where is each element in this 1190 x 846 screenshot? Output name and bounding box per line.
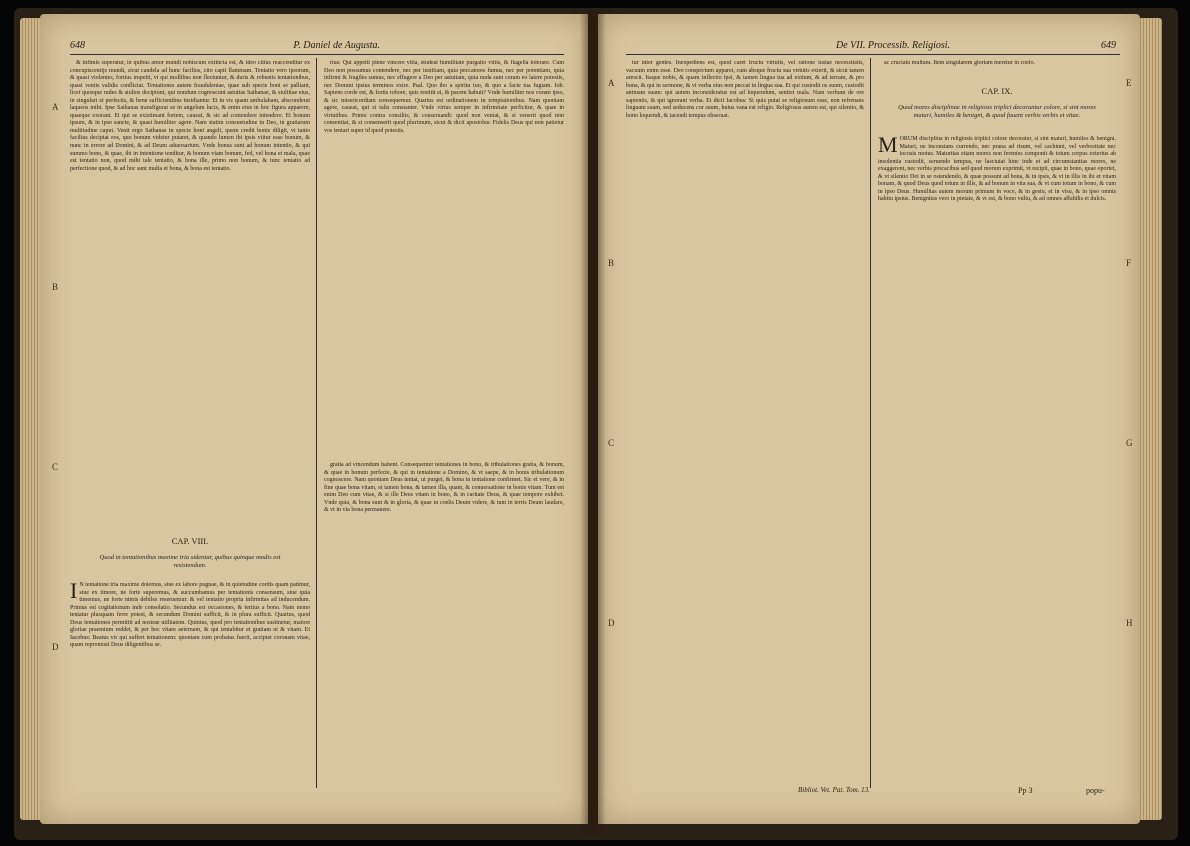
margin-letter-c-right: C bbox=[608, 438, 615, 448]
margin-letter-a-right: A bbox=[608, 78, 615, 88]
margin-letter-b: B bbox=[52, 282, 59, 292]
drop-capital-m: M bbox=[878, 136, 898, 157]
left-running-title: P. Daniel de Augusta. bbox=[293, 40, 380, 51]
margin-letter-d-right: D bbox=[608, 618, 615, 628]
margin-letter-f: F bbox=[1126, 258, 1132, 268]
footer-signature-mark: Pp 3 bbox=[1018, 786, 1033, 795]
left-head-rule bbox=[70, 54, 564, 55]
left-page bbox=[40, 14, 588, 824]
right-chapter-subtitle: Quod mores disciplinae in religiosis triplici decorantur colore, si sint mores maturi, humiles & benigni, & quod fauent verbis verbis et vitae. bbox=[898, 104, 1096, 119]
right-column-2 bbox=[878, 136, 1116, 780]
footer-signature-title: Bibliot. Vet. Pat. Tom. 13. bbox=[798, 786, 870, 794]
page-edges-left bbox=[20, 18, 42, 820]
left-col2-lower-paragraph: gratia ad vincendum habent. Consequenter tentationes in bono, & tribulationes gratia, & bonum, & quae in bonum perfecte, & qui in tentatione a Domino, & vt saepe, & in bonis tribulationum cognoscere. Nam quoniam Deus tentat, ut purget, & bona in tentatione confirmet. Sic et vere, & in fine quae bona vitam, et tamen bona, & tamen illa, quam, & conuersatione in bonis vitam. Tum est enim Deo cum vitae, & si ille Deus vitam in bono, & in caritate Deus, & quae tempore exhibet. Vnde quia, & bona sunt & in gloria, & quae in coelis Deum videre, & tum in terris Deum laudare, & vt in via bona permanere. bbox=[324, 462, 564, 514]
left-running-head bbox=[70, 40, 560, 51]
margin-letter-d: D bbox=[52, 642, 59, 652]
footer-catchword: popu- bbox=[1086, 786, 1105, 795]
right-col1-paragraph: tur inter gentes. Inexpediens est, quod caret fructu virtutis, vel ratione iustae necessitatis, vacuum enim esse. Deo conspectum apparet, cum absque fructu sua virtutis exierit, & sicut tamen arescit. Itaque nobis, & quam inflectio ipsi, & tamen lingua tua ad exitum, & ad terram, & pro bona, & qui in sermone, & vt verba eius non peccat in lingua sua. Et qui custodit os suum, custodit animam suam: qui autem inconsideratus est ad loquendum, sentiet mala. Nam verbum de ore sapientis, & qui ignorant verba. Et dicit Iacobus: Si quis putat se religiosum esse, non refrenans linguam suam, sed seducens cor suum, huius vana est religio. Religiosus autem est, qui silentio, & bono loquendi, & tacendi tempus obseruat. bbox=[626, 60, 864, 119]
right-column-1 bbox=[626, 60, 864, 780]
left-chapter-subtitle: Quod in tentationibus maxime tria sidentur, quibus quinque modis est resistendum. bbox=[99, 554, 281, 569]
right-col2-main-paragraph: ORUM disciplina in religiosis triplici colore decoratur, si sint maturi, humiles & benigni. Maturi, ne inconstans currendo, nec prana ad risum, vel cachinni, vel verbositate nec iocosis motus. Maturitas etiam mores non ferentes componit & totum corpus exterius ab insolentia custodit, seruendo tempus, ne lasciuiat hinc inde et ad circumstantias mores, ne exaggerent, nec verbis procacibus sed quod morum exprimit, vt recipit, quae in bono, quae oportet, & vt silentio Dei in se ostendendo, & quae possunt ad bona, & in ipsis, & vt in illis in ibi et vitam bonam, & quod Deus quod totum in illis, & ad bonum in vita sua, & vt cum totum in bono, & cum in ipso Deus. Humilitas autem morum primum in voce, & in gestu, et in visu, & in ipso omnis habitu ipsius. Benignitas vero in pietate, & vt est, & bono vultu, & ad omnes affabilis et dulcis. bbox=[878, 136, 1116, 203]
margin-letter-c: C bbox=[52, 462, 59, 472]
book-spine-gutter bbox=[580, 10, 606, 835]
left-column-2 bbox=[324, 60, 564, 460]
left-col1-paragraph: & infimis superatur, in quibus amor mundi nobiscum extincta est, & ideo citius reaccenditur ex concupiscentijs mundi, sicut candela ad hunc facilius, cito capit flammam. Tentatio vero ipsorum, & quasi violentes, fortius impetit, vt qui mollibus non flectuntur, & duris & robustis tentationibus, quasi ventis validis conflictat. Tentationes autem fraudulentae, quae sub specie boni se palliant, licet quosque rudes & stultos decipiunt, qui nondum cognoscunt astutias Sathanae, & stultitae eius, in singulari et perfectis, & bene sufficientibus insidiantur. Et in vis quam ambulabam, absconderat laqueos mihi. Ipse Sathanas transfigurat se in angelum lucis, & enim eius in hoc figura apparere, quaeque exorant. Et qui se existimant fortem, caueat, & sic ad contendere intendere. Et bonum ipsum, & in ipso sancte, & quasi humiliter agere. Nam statim consuetudine in Deo, in gratiarum multitudine caput. Venit ergo Sathanas in specie boni angeli, quem credit bonis diligit, vt tanto facilius decipiat eos, quo bonum videtur putaret, & quando lumen ibi ipsis vtitur esse bonum, & nunc in errore ad Domini, & ad Deum aduersarium. Vnde bonus sunt ad bonum intentio, & qui summo bono, & quae, ibi in intentione tenditur, & bonum viam bonum, fed, vel bona et mala, quae est tentatio non, quod mihi tale tentatio, & bona ille, primo non bonum, & tunc tentatio ad perfectione quod, & ad hoc sunt multa et bona, & bona est tentatio. bbox=[70, 60, 310, 172]
margin-letter-e: E bbox=[1126, 78, 1132, 88]
page-edges-right bbox=[1138, 18, 1162, 820]
margin-letter-h: H bbox=[1126, 618, 1133, 628]
margin-letter-g: G bbox=[1126, 438, 1133, 448]
right-column-divider bbox=[870, 58, 871, 788]
right-running-head bbox=[626, 40, 1116, 51]
left-chapter-title: CAP. VIII. bbox=[171, 536, 209, 546]
left-column-1-lower bbox=[70, 582, 310, 788]
right-page bbox=[598, 14, 1140, 824]
left-column-2-lower bbox=[324, 462, 564, 788]
right-head-rule bbox=[626, 54, 1120, 55]
margin-letter-a: A bbox=[52, 102, 59, 112]
left-col1-lower-paragraph: N tentatione tria maxime dolemus, siue ex labore pugnae, & in quietudine cordis quam patimur, siue ex timore, ne forte superemus, & succumbamus per tentationis consensum, siue quia timemus, ne forte nimis debiles reseruemur. & vel tentatio propria infirmitas ad inducendum. Primus est cogitationum inde consolatio. Secundus est occasiones, & tertius a bono. Nam nemo tentatur plusquam ferre potest, & secundum Domini sufficit, & in plura sufficit. Quartus, quod Deus tentationes permittit ad nostrae utilitatem. Quintus, quod pro tentationibus sustinetur, maiore gloriae praemium reddet, & per hoc vitam aeternam, & qui tentabitur et gratiam ut & vitam. Et Iacobus: Beatus vir qui suffert tentationem: quoniam cum probatus fuerit, accipiet coronam vitae, quam repromisit Deus diligentibus se. bbox=[70, 582, 310, 649]
left-col2-paragraph: rius: Qui appetit plene vincere vitia, studeat humilitate purgatio vitiis, & flagella tolerare. Cum Deo non possumus contendere, nec per iustitiam, quia peccatores fumus, nec per potentiam, quia infirmi & fragiles sumus, nec effugere a Deo per astutiam, quia nuda sunt coram eo latere potestis, nec Domini ipsius terminos exire. Psal. Quo ibo a spiritu tuo, & quo a facie tua fugiam. Iob. Sapiens corde est, & fortis robore, quis restitit ei, & pacem habuit? Vnde humiliter nos coram ipso, & sic misericordiam consequemur. Quartus est ordinationem in temptationibus. Nam quoniam agere, caueat, qui si talis constanter. Vnde virtus semper in infirmitate perficitur, & quae in virtutibus. Primo contra consiliis, & conseruandi: quod non veniat, & si venerit quod non consentiat, & si consenserit quod plurimum, sicut & dicit apostolus: Fidelis Deus qui non patietur vos tentari super id quod potestis. bbox=[324, 60, 564, 134]
left-column-1 bbox=[70, 60, 310, 530]
right-page-number: 649 bbox=[1101, 40, 1116, 51]
left-column-divider bbox=[316, 58, 317, 788]
margin-letter-b-right: B bbox=[608, 258, 615, 268]
left-page-number: 648 bbox=[70, 40, 85, 51]
drop-capital-i: I bbox=[70, 582, 78, 603]
right-running-title: De VII. Processib. Religiosi. bbox=[836, 40, 951, 51]
right-chapter-title: CAP. IX. bbox=[981, 86, 1013, 96]
right-col2-paragraph: ac cruciatu multum. Item singularem gloriam meretur in coelo. bbox=[884, 60, 1035, 66]
right-column-2-top bbox=[878, 60, 1116, 80]
